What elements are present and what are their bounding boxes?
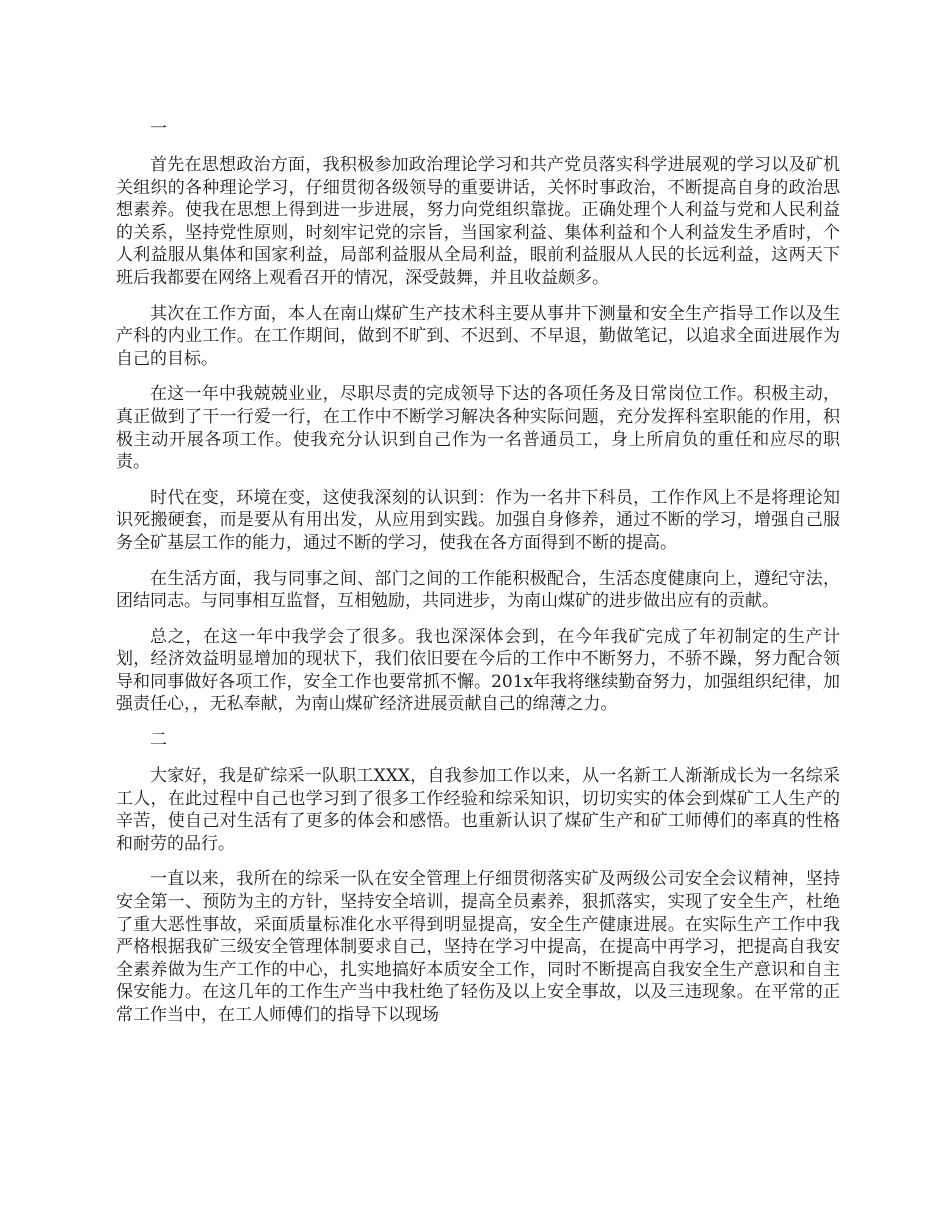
document-page bbox=[116, 118, 840, 1040]
paragraph: 总之，在这一年中我学会了很多。我也深深体会到，在今年我矿完成了年初制定的生产计划，经济效益明显增加的现状下，我们依旧要在今后的工作中不断努力，不骄不躁，努力配合领导和同事做好各项工作，安全工作也要常抓不懈。201x年我将继续勤奋努力，加强组织纪律，加强责任心，，无私奉献，为南山煤矿经济进展贡献自己的绵薄之力。 bbox=[116, 626, 840, 715]
paragraph: 其次在工作方面，本人在南山煤矿生产技术科主要从事井下测量和安全生产指导工作以及生产科的内业工作。在工作期间，做到不旷到、不迟到、不早退，勤做笔记，以追求全面进展作为自己的目标。 bbox=[116, 303, 840, 369]
paragraph: 首先在思想政治方面，我积极参加政治理论学习和共产党员落实科学进展观的学习以及矿机关组织的各种理论学习，仔细贯彻各级领导的重要讲话，关怀时事政治，不断提高自身的政治思想素养。使我在思想上得到进一步进展，努力向党组织靠拢。正确处理个人利益与党和人民利益的关系，坚持党性原则，时刻牢记党的宗旨，当国家利益、集体利益和个人利益发生矛盾时，个人利益服从集体和国家利益，局部利益服从全局利益，眼前利益服从人民的长远利益，这两天下班后我都要在网络上观看召开的情况，深受鼓舞，并且收益颇多。 bbox=[116, 155, 840, 288]
section-number-2: 二 bbox=[150, 730, 167, 751]
section-number-1: 一 bbox=[150, 119, 167, 139]
paragraph: 大家好，我是矿综采一队职工XXX，自我参加工作以来，从一名新工人渐渐成长为一名综采工人，在此过程中自己也学习到了很多工作经验和综采知识，切切实实的体会到煤矿工人生产的辛苦，使自己对生活有了更多的体会和感悟。也重新认识了煤矿生产和矿工师傅们的率真的性格和耐劳的品行。 bbox=[116, 766, 840, 854]
paragraph: 时代在变，环境在变，这使我深刻的认识到：作为一名井下科员，工作作风上不是将理论知识死搬硬套，而是要从有用出发，从应用到实践。加强自身修养，通过不断的学习，增强自己服务全矿基层工作的能力，通过不断的学习，使我在各方面得到不断的提高。 bbox=[116, 487, 840, 553]
paragraph: 在生活方面，我与同事之间、部门之间的工作能积极配合，生活态度健康向上，遵纪守法，团结同志。与同事相互监督，互相勉励，共同进步，为南山煤矿的进步做出应有的贡献。 bbox=[116, 568, 840, 612]
paragraph: 在这一年中我兢兢业业，尽职尽责的完成领导下达的各项任务及日常岗位工作。积极主动，真正做到了干一行爱一行，在工作中不断学习解决各种实际问题，充分发挥科室职能的作用，积极主动开展各项工作。使我充分认识到自己作为一名普通员工，身上所肩负的重任和应尽的职责。 bbox=[116, 384, 840, 473]
paragraph: 一直以来，我所在的综采一队在安全管理上仔细贯彻落实矿及两级公司安全会议精神，坚持安全第一、预防为主的方针，坚持安全培训，提高全员素养，狠抓落实，实现了安全生产，杜绝了重大恶性事故，采面质量标准化水平得到明显提高，安全生产健康进展。在实际生产工作中我严格根据我矿三级安全管理体制要求自己，坚持在学习中提高，在提高中再学习，把提高自我安全素养做为生产工作的中心，扎实地搞好本质安全工作，同时不断提高自我安全生产意识和自主保安能力。在这几年的工作生产当中我杜绝了轻伤及以上安全事故，以及三违现象。在平常的正常工作当中，在工人师傅们的指导下以现场 bbox=[116, 869, 840, 1025]
